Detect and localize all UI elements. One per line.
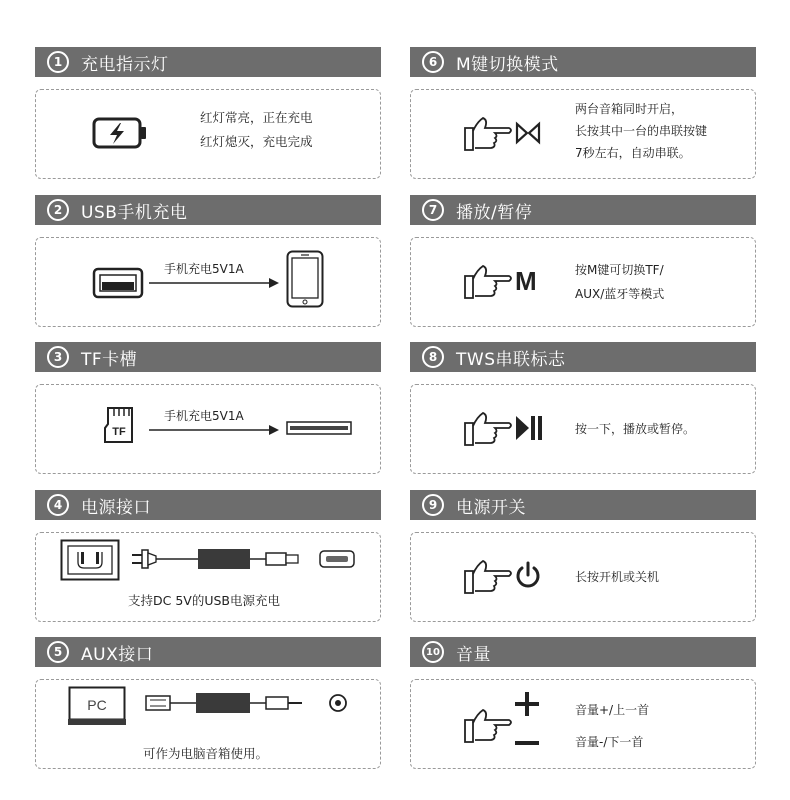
battery-charging-icon (92, 116, 148, 150)
section-usb-phone-charging (35, 195, 381, 276)
section-box (35, 237, 381, 327)
desc-line: AUX/蓝牙等模式 (575, 287, 665, 301)
section-number: 2 (47, 199, 69, 221)
section-box (410, 679, 756, 769)
arrow-label: 手机充电5V1A (164, 409, 244, 423)
desc-line: 长按其中一台的串联按键 (575, 124, 708, 138)
section-power-switch (410, 490, 756, 584)
section-box (410, 89, 756, 179)
desc-line: 按一下，播放或暂停。 (575, 422, 696, 436)
section-number: 7 (422, 199, 444, 221)
desc-line: 长按开机或关机 (575, 570, 660, 584)
pointing-hand-icon (463, 708, 515, 744)
section-title: 音量 (456, 644, 491, 665)
section-volume (410, 637, 756, 749)
section-header (35, 637, 381, 667)
section-header (410, 47, 756, 77)
pointing-hand-icon (463, 264, 515, 300)
section-title: 播放/暂停 (456, 202, 533, 223)
section-desc (575, 694, 649, 758)
section-tf-card-slot (35, 342, 381, 438)
section-box (410, 532, 756, 622)
desc-line: 音量-/下一首 (575, 735, 644, 749)
section-m-key-mode (410, 47, 756, 160)
section-tws-indicator (410, 342, 756, 436)
pointing-hand-icon (463, 559, 515, 595)
tws-link-icon (515, 122, 541, 144)
wall-socket-icon (60, 539, 120, 581)
section-header (410, 342, 756, 372)
arrow-icon (149, 425, 279, 435)
aux-cable-icon (144, 690, 354, 716)
section-box (35, 679, 381, 769)
desc-line: 两台音箱同时开启， (575, 102, 684, 116)
pc-label: PC (87, 697, 107, 713)
section-number: 3 (47, 346, 69, 368)
section-title: M键切换模式 (456, 54, 559, 75)
section-title: USB手机充电 (81, 202, 188, 223)
desc-line: 按M键可切换TF/ (575, 263, 664, 277)
section-number: 10 (422, 641, 444, 663)
section-header (35, 490, 381, 520)
section-number: 5 (47, 641, 69, 663)
section-desc (575, 98, 707, 164)
section-title: 电源开关 (456, 497, 526, 518)
section-number: 9 (422, 494, 444, 516)
section-title: TF卡槽 (81, 349, 138, 370)
section-charging-indicator (35, 47, 381, 149)
section-desc (575, 565, 659, 589)
pointing-hand-icon (463, 116, 515, 152)
section-title: 电源接口 (81, 497, 151, 518)
section-desc (575, 417, 695, 441)
volume-plus-icon (515, 692, 539, 716)
card-slot-icon (286, 421, 352, 435)
section-box (35, 384, 381, 474)
arrow-label: 手机充电5V1A (164, 262, 244, 276)
power-adapter-cable-icon (128, 546, 358, 572)
section-desc (200, 106, 313, 154)
smartphone-icon (286, 250, 324, 308)
section-caption: 可作为电脑音箱使用。 (143, 746, 269, 761)
section-box (35, 89, 381, 179)
desc-line: 音量+/上一首 (575, 703, 650, 717)
desc-line: 红灯常亮，正在充电 (200, 110, 313, 125)
arrow-icon (149, 278, 279, 288)
tf-card-label: TF (112, 426, 126, 438)
section-box (35, 532, 381, 622)
section-number: 6 (422, 51, 444, 73)
section-number: 8 (422, 346, 444, 368)
pc-monitor-icon (68, 686, 126, 726)
section-header (410, 195, 756, 225)
section-title: 充电指示灯 (81, 54, 169, 75)
section-number: 1 (47, 51, 69, 73)
section-number: 4 (47, 494, 69, 516)
section-box (410, 384, 756, 474)
usb-port-icon (92, 267, 144, 299)
section-box (410, 237, 756, 327)
section-desc (575, 258, 664, 306)
section-header (410, 637, 756, 667)
play-pause-icon (515, 415, 543, 441)
power-icon (515, 561, 541, 589)
section-header (35, 195, 381, 225)
section-header (410, 490, 756, 520)
desc-line: 红灯熄灭，充电完成 (200, 134, 313, 149)
volume-minus-icon (515, 740, 539, 746)
section-aux-port (35, 637, 381, 761)
section-power-port (35, 490, 381, 608)
tf-card-icon (102, 406, 136, 444)
section-header (35, 47, 381, 77)
section-header (35, 342, 381, 372)
section-caption: 支持DC 5V的USB电源充电 (128, 593, 280, 608)
section-play-pause (410, 195, 756, 301)
desc-line: 7秒左右，自动串联。 (575, 146, 691, 160)
section-title: TWS串联标志 (456, 349, 566, 370)
pointing-hand-icon (463, 411, 515, 447)
section-title: AUX接口 (81, 644, 154, 665)
m-key-glyph: M (515, 266, 537, 296)
